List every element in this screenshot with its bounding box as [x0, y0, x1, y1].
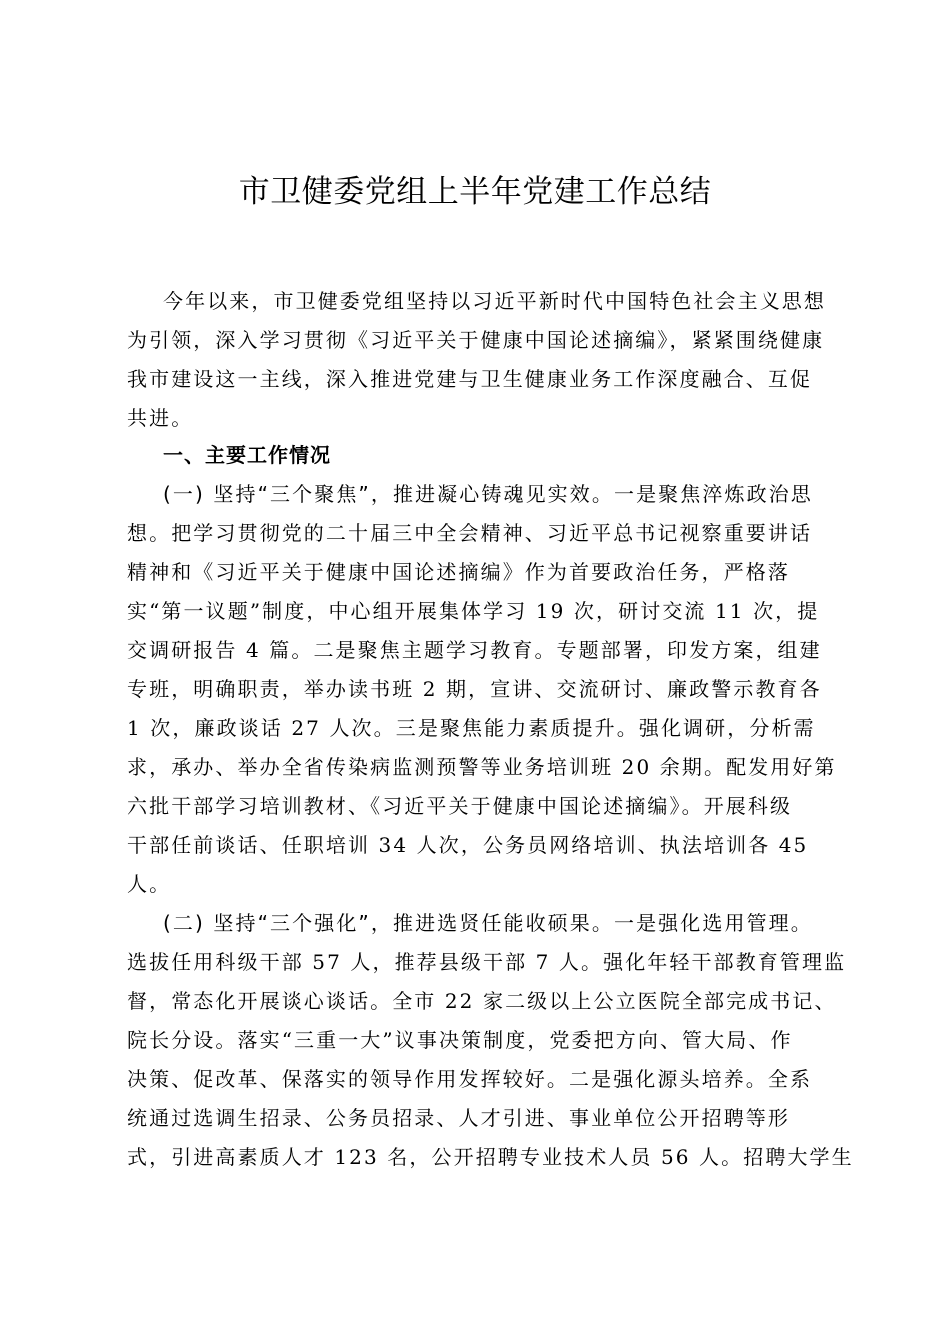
subsection-1-line-11: 人。	[127, 872, 172, 896]
paragraph-intro-line-1: 今年以来，市卫健委党组坚持以习近平新时代中国特色社会主义思想	[163, 289, 826, 313]
subsection-2-line-3: 督，常态化开展谈心谈话。全市 22 家二级以上公立医院全部完成书记、	[127, 989, 837, 1013]
subsection-1-line-5: 交调研报告 4 篇。二是聚焦主题学习教育。专题部署，印发方案，组建	[127, 638, 822, 662]
subsection-2-line-5: 决策、促改革、保落实的领导作用发挥较好。二是强化源头培养。全系	[127, 1067, 813, 1091]
paragraph-intro-line-2: 为引领，深入学习贯彻《习近平关于健康中国论述摘编》，紧紧围绕健康	[127, 328, 825, 352]
section-heading-main-work: 一、主要工作情况	[163, 443, 331, 467]
subsection-2-line-1: (二) 坚持“三个强化”，推进选贤任能收硕果。一是强化选用管理。	[163, 911, 813, 935]
subsection-1-line-3: 精神和《习近平关于健康中国论述摘编》作为首要政治任务，严格落	[127, 560, 790, 584]
subsection-2-line-2: 选拔任用科级干部 57 人，推荐县级干部 7 人。强化年轻干部教育管理监	[127, 950, 847, 974]
subsection-1-line-4: 实“第一议题”制度，中心组开展集体学习 19 次，研讨交流 11 次，提	[127, 599, 820, 623]
subsection-2-line-6: 统通过选调生招录、公务员招录、人才引进、事业单位公开招聘等形	[127, 1106, 790, 1130]
subsection-1-line-7: 1 次，廉政谈话 27 人次。三是聚焦能力素质提升。强化调研，分析需	[127, 716, 816, 740]
subsection-1-line-10: 干部任前谈话、任职培训 34 人次，公务员网络培训、执法培训各 45	[127, 833, 809, 857]
subsection-2-line-7: 式，引进高素质人才 123 名，公开招聘专业技术人员 56 人。招聘大学生	[127, 1145, 854, 1169]
subsection-1-line-9: 六批干部学习培训教材、《习近平关于健康中国论述摘编》。开展科级	[127, 794, 793, 818]
subsection-2-line-4: 院长分设。落实“三重一大”议事决策制度，党委把方向、管大局、作	[127, 1028, 793, 1052]
paragraph-intro-line-3: 我市建设这一主线，深入推进党建与卫生健康业务工作深度融合、互促	[127, 367, 813, 391]
subsection-1-line-2: 想。把学习贯彻党的二十届三中全会精神、习近平总书记视察重要讲话	[127, 521, 813, 545]
subsection-1-line-8: 求，承办、举办全省传染病监测预警等业务培训班 20 余期。配发用好第	[127, 755, 837, 779]
subsection-1-line-6: 专班，明确职责，举办读书班 2 期，宣讲、交流研讨、廉政警示教育各	[127, 677, 822, 701]
subsection-1-line-1: (一) 坚持“三个聚焦”，推进凝心铸魂见实效。一是聚焦淬炼政治思	[163, 482, 813, 506]
document-title: 市卫健委党组上半年党建工作总结	[238, 174, 712, 210]
paragraph-intro-line-4: 共进。	[127, 406, 194, 430]
